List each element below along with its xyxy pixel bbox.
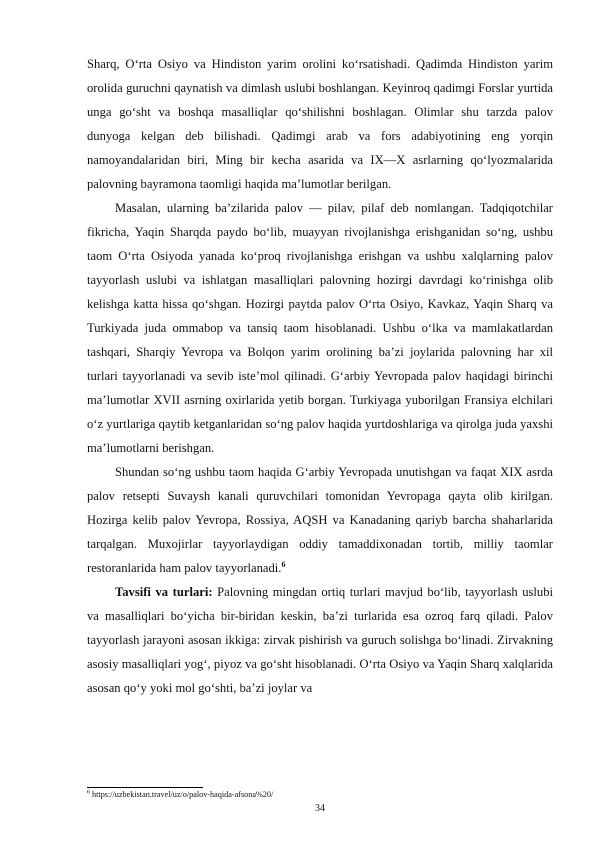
page-number: 34 [315, 803, 325, 814]
paragraph-4-text: Palovning mingdan ortiq turlari mavjud bo‘lib, tayyorlash uslubi va masalliqlari bo‘yicha bir-biridan keskin, ba’zi turlarida esa ozroq farq qiladi. Palov tayyorlash jarayoni asosan ikkiga: zirvak pishirish va guruch solishga bo‘linadi. Zirvakning asosiy masalliqlari yog‘, piyoz va go‘sht hisoblanadi. O‘rta Osiyo va Yaqin Sharq xalqlarida asosan qo‘y yoki mol go‘shti, ba’zi joylar va [87, 585, 554, 695]
paragraph-3-text: Shundan so‘ng ushbu taom haqida G‘arbiy Yevropada unutishgan va faqat XIX asrda palov retsepti Suvaysh kanali quruvchilari tomonidan Yevropaga qayta olib kirilgan. Hozirga kelib palov Yevropa, Rossiya, AQSH va Kanadaning qariyb barcha shaharlarida tarqalgan. Muxojirlar tayyorlaydigan oddiy tamaddixonadan tortib, milliy taomlar restoranlarida ham palov tayyorlanadi. [87, 465, 553, 575]
footnote-divider [87, 787, 203, 788]
body-text [87, 52, 553, 700]
paragraph-2 [87, 196, 553, 460]
paragraph-4 [87, 580, 553, 700]
paragraph-1-text: Sharq, O‘rta Osiyo va Hindiston yarim orolini ko‘rsatishadi. Qadimda Hindiston yarim orolida guruchni qaynatish va dimlash uslubi boshlangan. Keyinroq qadimgi Forslar yurtida unga go‘sht va boshqa masalliqlar qo‘shilishni boshlagan. Olimlar shu tarzda palov dunyoga kelgan deb bilishadi. Qadimgi arab va fors adabiyotining eng yorqin namoyandalaridan biri, Ming bir kecha asarida va IX—X asrlarning qo‘lyozmalarida palovning bayramona taomligi haqida ma’lumotlar berilgan. [87, 57, 553, 191]
footnote [87, 790, 553, 800]
footnote-number: 6 [87, 789, 90, 796]
paragraph-1 [87, 52, 553, 196]
paragraph-3 [87, 460, 553, 580]
footnote-link[interactable]: https://uzbekistan.travel/uz/o/palov-haqida-afsona%20/ [90, 790, 274, 799]
section-heading-inline: Tavsifi va turlari: [115, 585, 213, 599]
footnote-reference[interactable]: 6 [281, 559, 286, 569]
paragraph-2-text: Masalan, ularning ba’zilarida palov — pilav, pilaf deb nomlangan. Tadqiqotchilar fikricha, Yaqin Sharqda paydo bo‘lib, muayyan rivojlanishga erishganidan so‘ng, ushbu taom O‘rta Osiyoda yanada ko‘proq rivojlanishga erishgan va ushbu xalqlarning palov tayyorlash uslubi va ishlatgan masalliqlari palovning hozirgi davrdagi ko‘rinishga olib kelishga katta hissa qo‘shgan. Hozirgi paytda palov O‘rta Osiyo, Kavkaz, Yaqin Sharq va Turkiyada juda ommabop va tansiq taom hisoblanadi. Ushbu o‘lka va mamlakatlardan tashqari, Sharqiy Yevropa va Bolqon yarim orolining ba’zi joylarida palovning har xil turlari tayyorlanadi va sevib iste’mol qilinadi. G‘arbiy Yevropada palov haqidagi birinchi ma’lumotlar XVII asrning oxirlarida yetib borgan. Turkiyaga yuborilgan Fransiya elchilari o‘z yurtlariga qaytib ketganlaridan so‘ng palov haqida yurtdoshlariga va qirolga juda yaxshi ma’lumotlarni berishgan. [87, 201, 553, 455]
